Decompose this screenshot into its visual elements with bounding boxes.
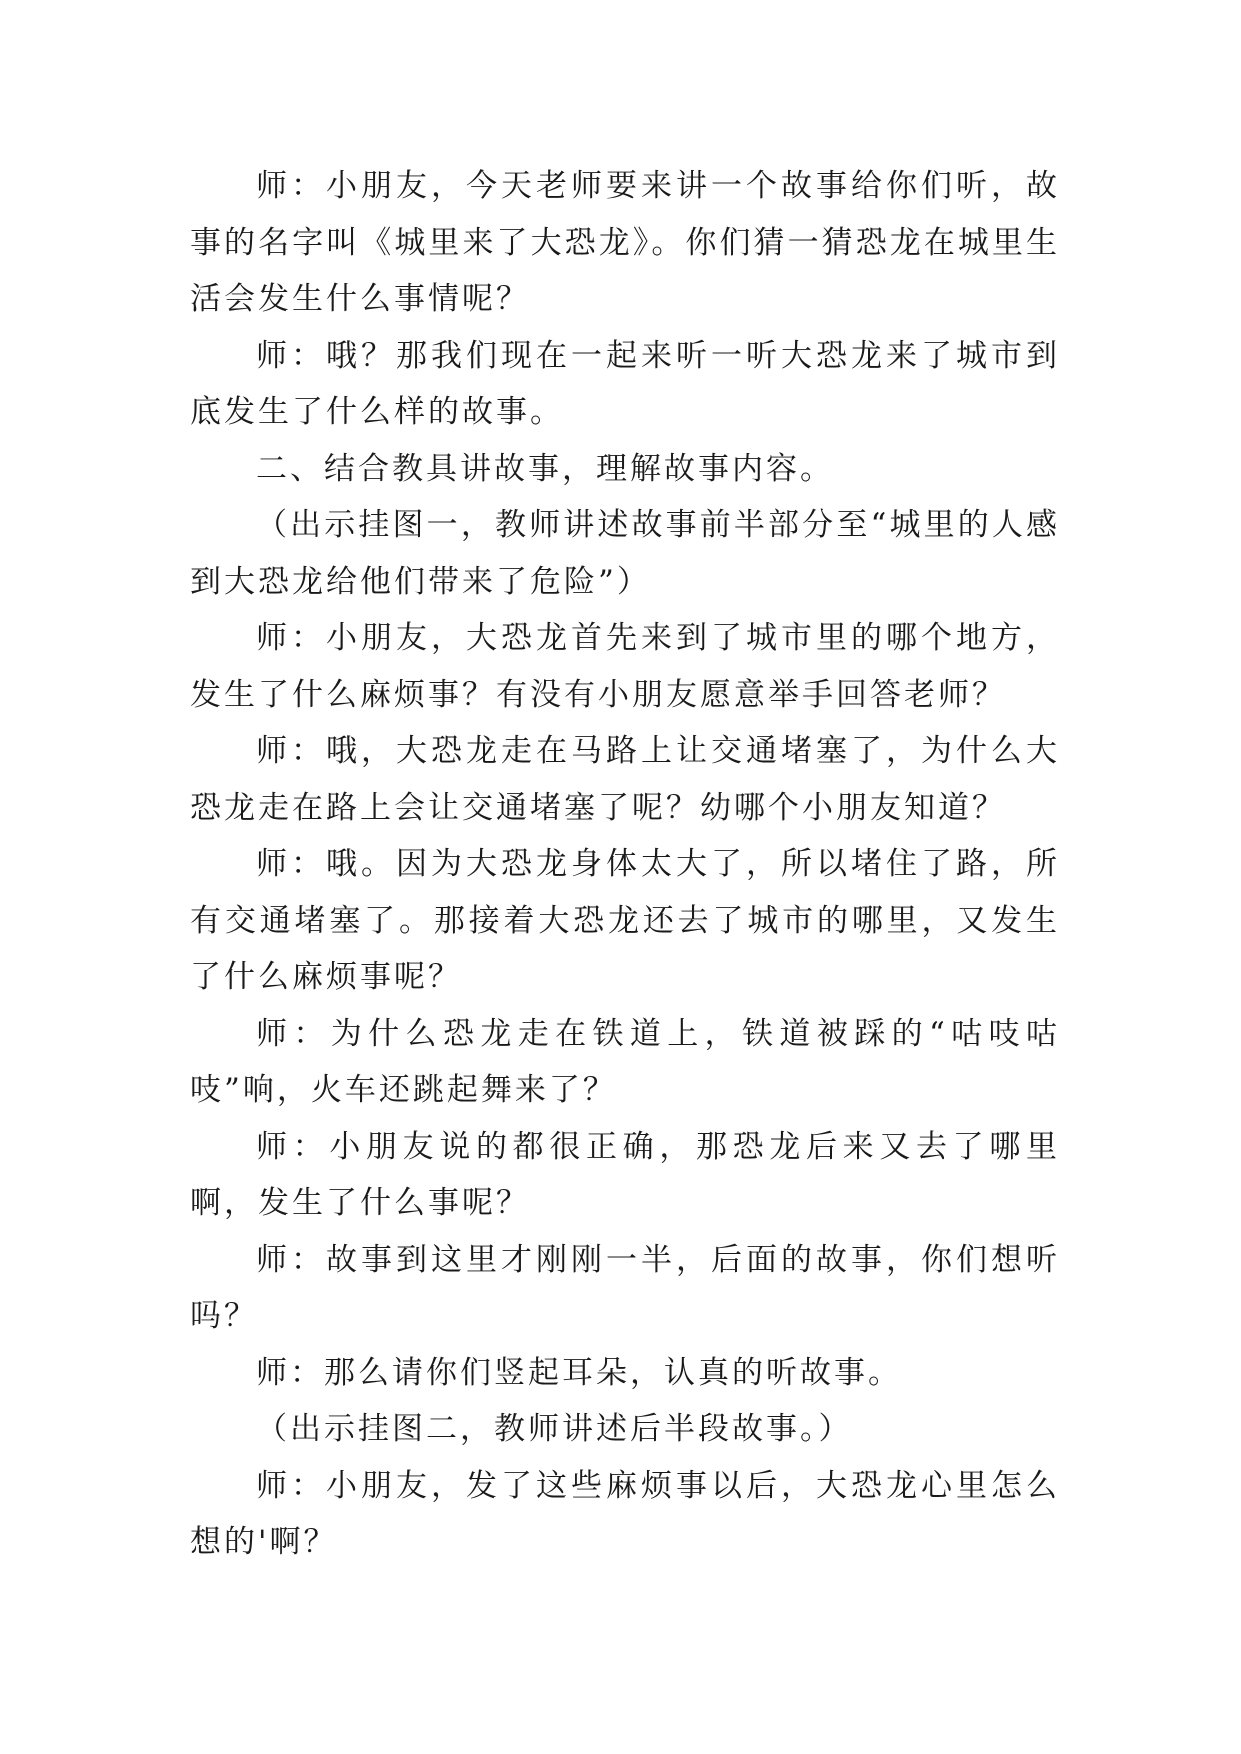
paragraph: 师：哦？那我们现在一起来听一听大恐龙来了城市到底发生了什么样的故事。 — [190, 337, 1060, 430]
paragraph: 师：小朋友，发了这些麻烦事以后，大恐龙心里怎么想的'啊？ — [190, 1467, 1060, 1560]
paragraph: 师：故事到这里才刚刚一半，后面的故事，你们想听吗？ — [190, 1241, 1060, 1334]
stage-note: （出示挂图一，教师讲述故事前半部分至“城里的人感到大恐龙给他们带来了危险”） — [190, 507, 1060, 600]
paragraph: 师：小朋友，今天老师要来讲一个故事给你们听，故事的名字叫《城里来了大恐龙》。你们猜一猜恐龙在城里生活会发生什么事情呢？ — [190, 168, 1060, 317]
paragraph: 师：哦。因为大恐龙身体太大了，所以堵住了路，所有交通堵塞了。那接着大恐龙还去了城市的哪里，又发生了什么麻烦事呢？ — [190, 846, 1060, 995]
paragraph: 师：为什么恐龙走在铁道上，铁道被踩的“咕吱咕吱”响，火车还跳起舞来了？ — [190, 1015, 1060, 1108]
paragraph: 师：那么请你们竖起耳朵，认真的听故事。 — [256, 1354, 902, 1391]
document-body — [190, 158, 1060, 1571]
section-heading: 二、结合教具讲故事，理解故事内容。 — [256, 450, 834, 487]
paragraph: 师：哦，大恐龙走在马路上让交通堵塞了，为什么大恐龙走在路上会让交通堵塞了呢？幼哪个小朋友知道？ — [190, 733, 1060, 826]
stage-note: （出示挂图二，教师讲述后半段故事。） — [256, 1411, 853, 1447]
paragraph: 师：小朋友，大恐龙首先来到了城市里的哪个地方，发生了什么麻烦事？有没有小朋友愿意举手回答老师？ — [190, 620, 1060, 713]
paragraph: 师：小朋友说的都很正确，那恐龙后来又去了哪里啊，发生了什么事呢？ — [190, 1128, 1060, 1221]
